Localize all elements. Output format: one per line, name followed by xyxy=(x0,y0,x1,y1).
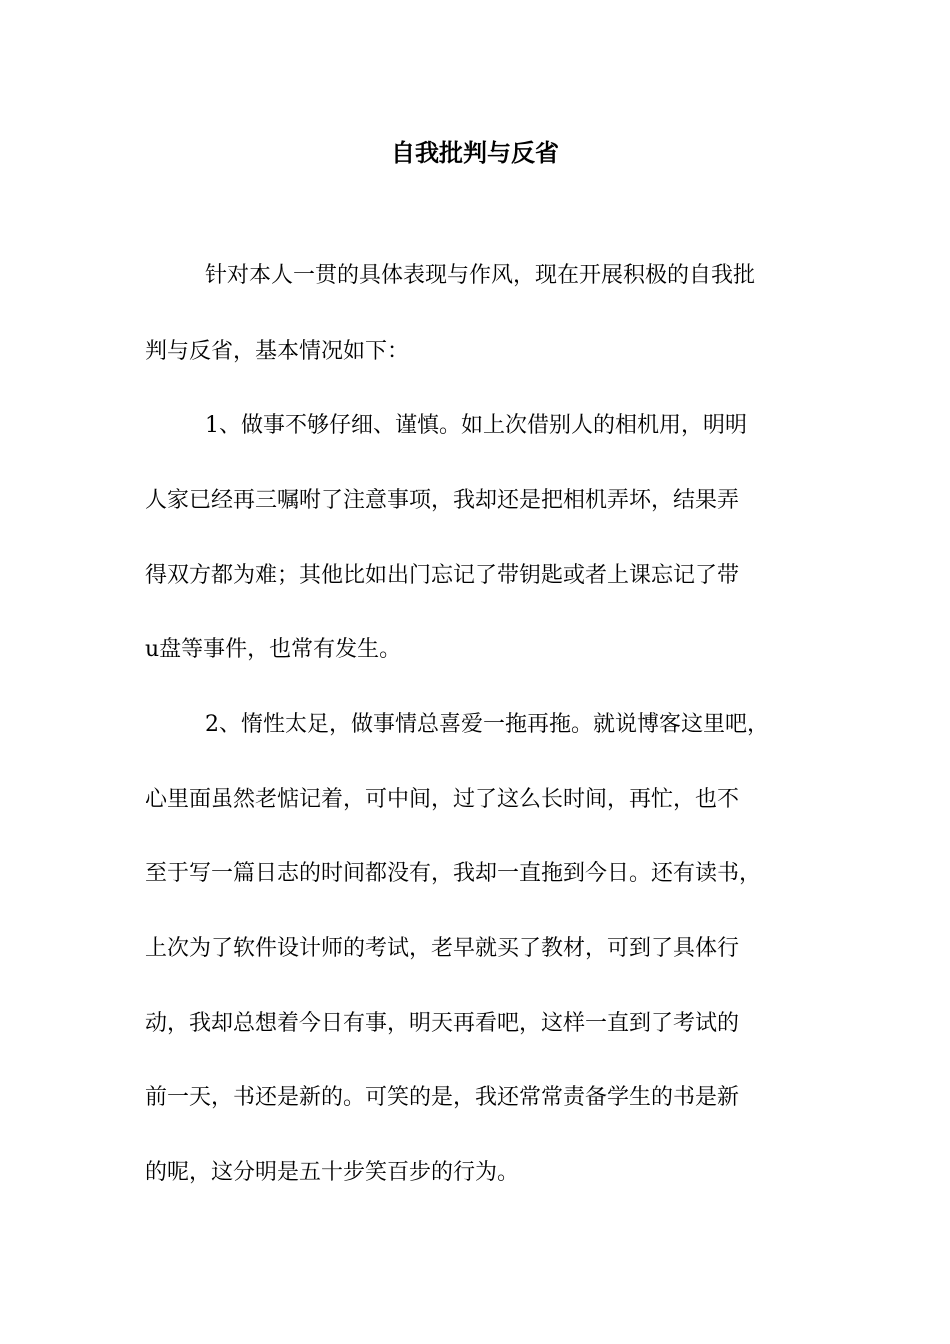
paragraph-point-2-line-7: 的呢，这分明是五十步笑百步的行为。 xyxy=(145,1160,520,1185)
paragraph-point-2-line-2: 心里面虽然老惦记着，可中间，过了这么长时间，再忙，也不 xyxy=(145,787,740,812)
paragraph-point-2-line-1: 2、惰性太足，做事情总喜爱一拖再拖。就说博客这里吧， xyxy=(205,712,769,737)
paragraph-intro-line-1: 针对本人一贯的具体表现与作风，现在开展积极的自我批 xyxy=(205,263,756,288)
document-title: 自我批判与反省 xyxy=(391,139,559,167)
paragraph-point-2-line-4: 上次为了软件设计师的考试，老早就买了教材，可到了具体行 xyxy=(145,936,740,961)
paragraph-point-2-line-6: 前一天，书还是新的。可笑的是，我还常常责备学生的书是新 xyxy=(145,1085,740,1110)
paragraph-intro-line-2: 判与反省，基本情况如下： xyxy=(145,339,410,364)
paragraph-point-1-line-2: 人家已经再三嘱咐了注意事项，我却还是把相机弄坏，结果弄 xyxy=(145,488,740,513)
paragraph-point-2-line-5: 动，我却总想着今日有事，明天再看吧，这样一直到了考试的 xyxy=(145,1011,740,1036)
paragraph-point-1-line-1: 1、做事不够仔细、谨慎。如上次借别人的相机用，明明 xyxy=(205,413,747,438)
paragraph-point-2-line-3: 至于写一篇日志的时间都没有，我却一直拖到今日。还有读书， xyxy=(145,861,762,886)
paragraph-point-1-line-4: u盘等事件，也常有发生。 xyxy=(145,637,402,662)
paragraph-point-1-line-3: 得双方都为难；其他比如出门忘记了带钥匙或者上课忘记了带 xyxy=(145,563,740,588)
